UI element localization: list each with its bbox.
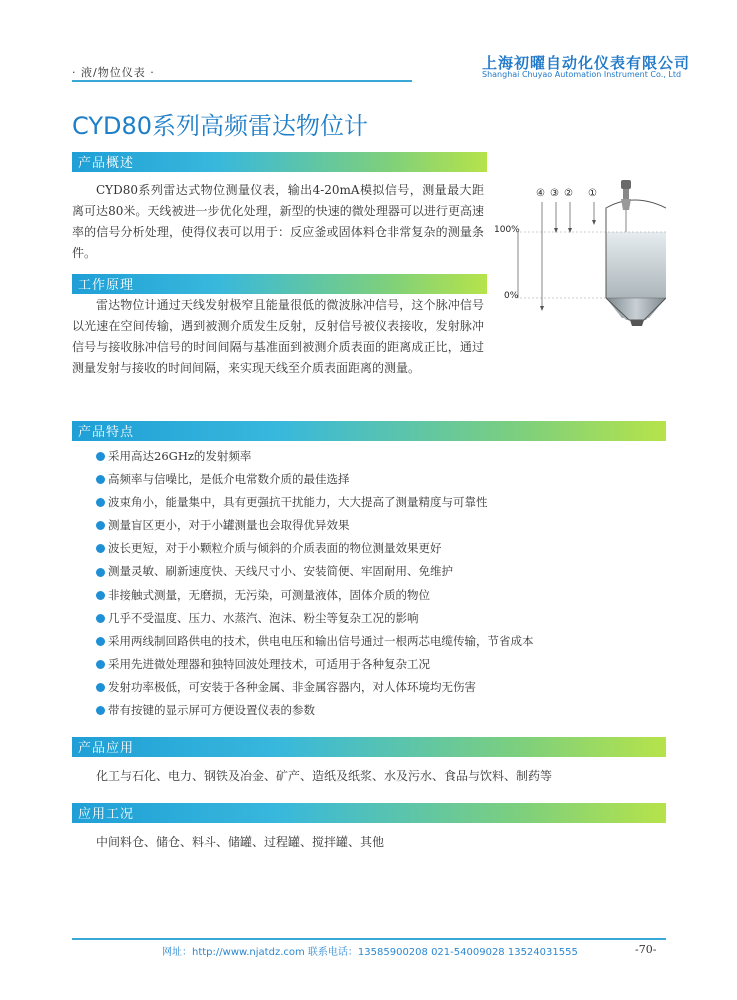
applications-text: 化工与石化、电力、钢铁及冶金、矿产、造纸及纸浆、水及污水、食品与饮料、制药等: [96, 769, 553, 783]
section-heading-features: 产品特点: [78, 425, 135, 440]
bullet-icon: [96, 706, 105, 715]
feature-item: 采用高达26GHz的发射频率: [96, 445, 656, 468]
feature-item: 波长更短，对于小颗粒介质与倾斜的介质表面的物位测量效果更好: [96, 537, 656, 560]
section-heading-overview: 产品概述: [78, 156, 135, 171]
feature-item: 发射功率极低，可安装于各种金属、非金属容器内，对人体环境均无伤害: [96, 676, 656, 699]
section-heading-conditions: 应用工况: [78, 807, 135, 822]
company-name-cn: 上海初曜自动化仪表有限公司: [482, 54, 691, 72]
feature-item: 测量盲区更小，对于小罐测量也会取得优异效果: [96, 514, 656, 537]
feature-item: 采用先进微处理器和独特回波处理技术，可适用于各种复杂工况: [96, 653, 656, 676]
feature-item: 高频率与信噪比，是低介电常数介质的最佳选择: [96, 468, 656, 491]
section-bar-overview: [72, 152, 487, 172]
section-heading-applications: 产品应用: [78, 741, 135, 756]
footer-divider: [72, 938, 666, 940]
level-0-label: 0%: [504, 291, 519, 301]
bullet-icon: [96, 637, 105, 646]
feature-item: 几乎不受温度、压力、水蒸汽、泡沫、粉尘等复杂工况的影响: [96, 607, 656, 630]
principle-text: 雷达物位计通过天线发射极窄且能量很低的微波脉冲信号，这个脉冲信号以光速在空间传输，遇到被测介质发生反射，反射信号被仪表接收，发射脉冲信号与接收脉冲信号的时间间隔与基准面到被测介质表面的距离成正比，通过测量发射与接收的时间间隔，来实现天线至介质表面距离的测量。: [72, 298, 484, 375]
marker-4: ④: [536, 188, 545, 199]
feature-item: 非接触式测量，无磨损，无污染，可测量液体，固体介质的物位: [96, 584, 656, 607]
conditions-text: 中间料仓、储仓、料斗、储罐、过程罐、搅拌罐、其他: [96, 835, 385, 849]
tank-diagram: [494, 180, 666, 345]
features-list: [96, 445, 656, 722]
section-bar-principle: [72, 274, 487, 294]
overview-text: CYD80系列雷达式物位测量仪表，输出4-20mA模拟信号，测量最大距离可达80米。天线被进一步优化处理，新型的快速的微处理器可以进行更高速率的信号分析处理，使得仪表可以用于：反应釜或固体料仓非常复杂的测量条件。: [72, 183, 484, 260]
company-name-en: Shanghai Chuyao Automation Instrument Co., Ltd: [482, 70, 682, 79]
bullet-icon: [96, 614, 105, 623]
feature-item: 波束角小，能量集中，具有更强抗干扰能力，大大提高了测量精度与可靠性: [96, 491, 656, 514]
section-bar-features: [72, 421, 666, 441]
level-100-label: 100%: [494, 225, 520, 235]
tank-diagram-svg: [494, 180, 666, 345]
header-divider: [72, 80, 412, 82]
bullet-icon: [96, 568, 105, 577]
bullet-icon: [96, 591, 105, 600]
bullet-icon: [96, 660, 105, 669]
section-heading-principle: 工作原理: [78, 278, 135, 293]
marker-2: ②: [564, 188, 573, 199]
marker-3: ③: [550, 188, 559, 199]
page-number: -70-: [635, 943, 657, 956]
bullet-icon: [96, 498, 105, 507]
bullet-icon: [96, 544, 105, 553]
feature-item: 带有按键的显示屏可方便设置仪表的参数: [96, 699, 656, 722]
bullet-icon: [96, 683, 105, 692]
bullet-icon: [96, 452, 105, 461]
section-bar-applications: [72, 737, 666, 757]
feature-item: 采用两线制回路供电的技术，供电电压和输出信号通过一根两芯电缆传输，节省成本: [96, 630, 656, 653]
marker-1: ①: [588, 188, 597, 199]
bullet-icon: [96, 475, 105, 484]
feature-item: 测量灵敏、刷新速度快、天线尺寸小、安装简便、牢固耐用、免维护: [96, 560, 656, 583]
bullet-icon: [96, 521, 105, 530]
page-title: CYD80系列高频雷达物位计: [72, 112, 369, 140]
footer-contact: 网址：http://www.njatdz.com 联系电话：13585900208 021-54009028 13524031555: [162, 947, 578, 958]
header-category: · 液/物位仪表 ·: [72, 66, 155, 79]
section-bar-conditions: [72, 803, 666, 823]
